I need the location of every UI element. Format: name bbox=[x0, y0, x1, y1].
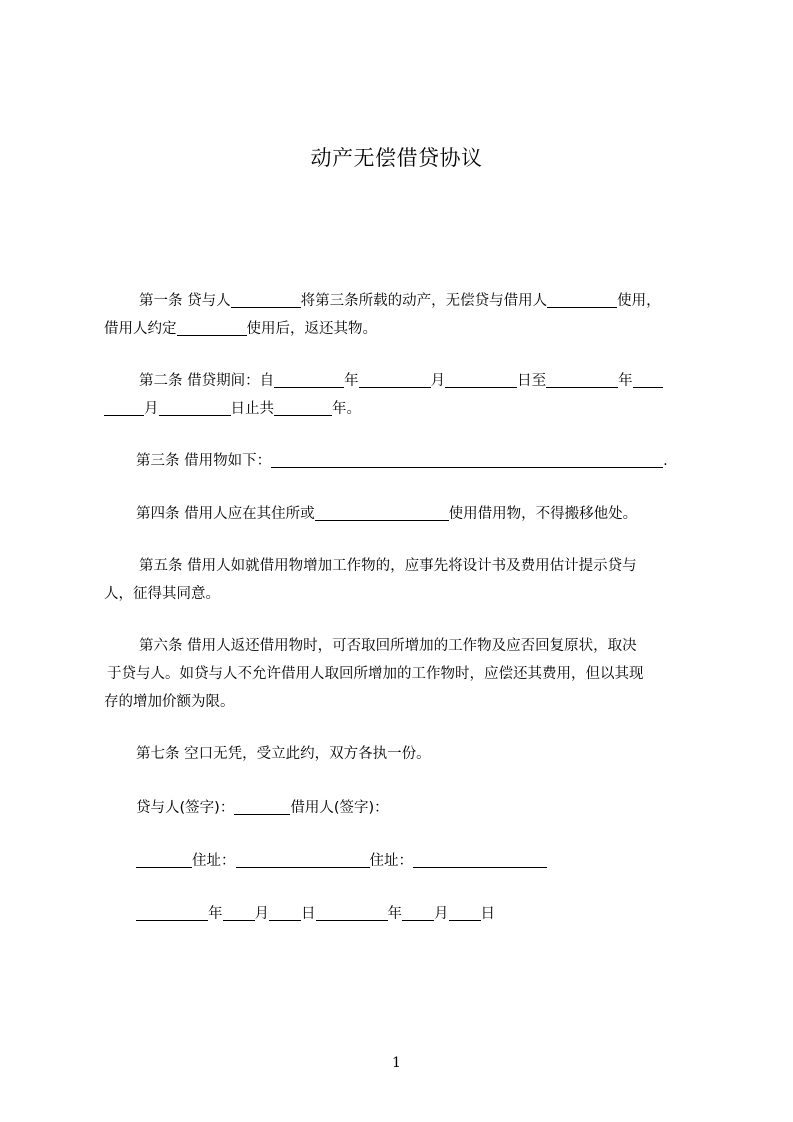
article-1-text-c: 使用， bbox=[617, 293, 661, 309]
article-2-month-1: 月 bbox=[430, 373, 446, 389]
borrower-signature-label: 借用人(签字)： bbox=[290, 800, 389, 816]
page-number: 1 bbox=[392, 1055, 401, 1071]
blank-field[interactable] bbox=[445, 371, 517, 388]
blank-field[interactable] bbox=[546, 371, 618, 388]
date-year-a: 年 bbox=[208, 906, 223, 922]
date-day-a: 日 bbox=[301, 906, 316, 922]
address-line bbox=[104, 847, 704, 875]
blank-field[interactable] bbox=[231, 291, 301, 308]
article-2-day-to: 日至 bbox=[517, 373, 547, 389]
address-field-1[interactable] bbox=[236, 851, 370, 868]
lender-signature-field[interactable] bbox=[234, 798, 290, 815]
date-line bbox=[104, 900, 704, 928]
article-1-text-d: 借用人约定 bbox=[104, 321, 177, 337]
date-month-a: 月 bbox=[254, 906, 269, 922]
article-2-text-a: 第二条 借贷期间：自 bbox=[139, 373, 275, 389]
article-6-line-3: 存的增加价额为限。 bbox=[104, 694, 235, 710]
article-3-end: . bbox=[663, 453, 668, 469]
lender-signature-label: 贷与人(签字)： bbox=[136, 800, 235, 816]
article-4-text-a: 第四条 借用人应在其住所或 bbox=[136, 506, 315, 522]
address-label-2: 住址： bbox=[369, 853, 413, 869]
borrower-signature-field[interactable] bbox=[136, 851, 192, 868]
address-field-2[interactable] bbox=[413, 851, 547, 868]
blank-field[interactable] bbox=[104, 399, 144, 416]
article-6-line-1: 第六条 借用人返还借用物时，可否取回所增加的工作物及应否回复原状，取决 bbox=[139, 638, 637, 654]
signature-line bbox=[104, 794, 704, 822]
date-field[interactable] bbox=[402, 904, 434, 921]
article-6-line-2: 于贷与人。如贷与人不允许借用人取回所增加的工作物时，应偿还其费用，但以其现 bbox=[107, 666, 644, 682]
article-5-line-2: 人，征得其同意。 bbox=[104, 586, 220, 602]
blank-field[interactable] bbox=[159, 399, 231, 416]
blank-field[interactable] bbox=[547, 291, 617, 308]
article-2-day-end: 日止共 bbox=[230, 401, 274, 417]
article-2-years: 年。 bbox=[332, 401, 361, 417]
article-7 bbox=[104, 740, 704, 768]
article-4-text-b: 使用借用物，不得搬移他处。 bbox=[448, 506, 638, 522]
blank-field[interactable] bbox=[274, 371, 344, 388]
blank-field[interactable] bbox=[315, 504, 449, 521]
blank-field[interactable] bbox=[359, 371, 431, 388]
article-2 bbox=[104, 367, 704, 423]
blank-field[interactable] bbox=[633, 371, 663, 388]
article-3 bbox=[104, 447, 704, 475]
article-7-text: 第七条 空口无凭，受立此约，双方各执一份。 bbox=[136, 746, 431, 762]
date-month-b: 月 bbox=[434, 906, 449, 922]
article-4 bbox=[104, 500, 704, 528]
article-6 bbox=[104, 632, 704, 716]
blank-field[interactable] bbox=[274, 399, 332, 416]
article-3-text: 第三条 借用物如下： bbox=[136, 453, 272, 469]
article-5-line-1: 第五条 借用人如就借用物增加工作物的，应事先将设计书及费用估计提示贷与 bbox=[139, 558, 637, 574]
date-year-b: 年 bbox=[387, 906, 402, 922]
blank-field[interactable] bbox=[177, 319, 247, 336]
article-1 bbox=[104, 287, 704, 343]
article-2-month-2: 月 bbox=[144, 401, 159, 417]
date-day-b: 日 bbox=[480, 906, 495, 922]
date-field[interactable] bbox=[269, 904, 301, 921]
document-title: 动产无偿借贷协议 bbox=[310, 146, 483, 170]
article-5 bbox=[104, 552, 704, 608]
article-1-text-b: 将第三条所载的动产，无偿贷与借用人 bbox=[300, 293, 548, 309]
date-field[interactable] bbox=[316, 904, 388, 921]
article-1-text-e: 使用后，返还其物。 bbox=[246, 321, 377, 337]
date-field[interactable] bbox=[223, 904, 255, 921]
article-2-year-2: 年 bbox=[618, 373, 633, 389]
date-field[interactable] bbox=[449, 904, 481, 921]
address-label-1: 住址： bbox=[192, 853, 236, 869]
article-2-year-1: 年 bbox=[344, 373, 359, 389]
article-1-text-a: 第一条 贷与人 bbox=[139, 293, 231, 309]
borrowed-item-field[interactable] bbox=[271, 451, 663, 468]
date-field[interactable] bbox=[136, 904, 208, 921]
